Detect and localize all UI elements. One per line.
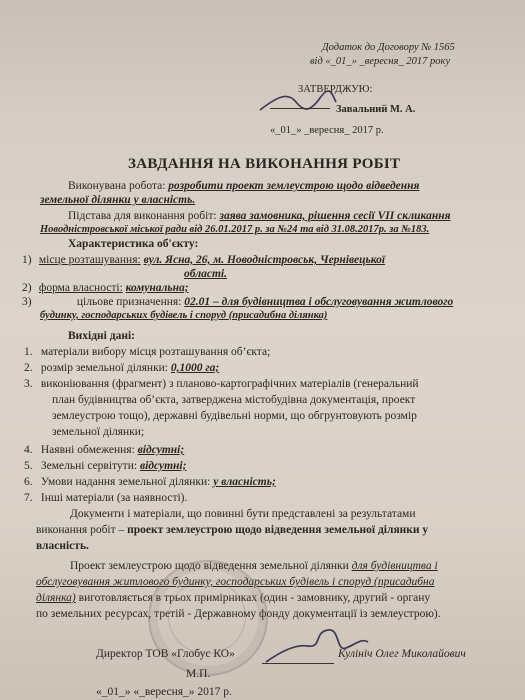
- stamp-mp: М.П.: [186, 668, 211, 680]
- object-item-label: цільове призначення:: [76, 296, 182, 308]
- object-item-value: вул. Ясна, 26, м. Новодністровськ, Чернівецької: [143, 254, 386, 266]
- work-value-2: земельної ділянки у власність.: [40, 194, 196, 206]
- approval-label: ЗАТВЕРДЖУЮ:: [298, 84, 373, 95]
- approval-date: «_01_» _вересня_ 2017 р.: [270, 125, 384, 136]
- object-heading: Характеристика об'єкту:: [68, 238, 199, 250]
- object-item-label: місце розташування:: [38, 254, 141, 266]
- project-line2: обслуговування житлового будинку, господарських будівель і споруд (присадибна: [36, 576, 435, 588]
- work-value: розробити проект землеустрою щодо відведення: [168, 180, 420, 192]
- documents-line2: виконання робіт – проект землеустрою щодо відведення земельної ділянки у: [36, 524, 429, 536]
- input-item-7: 7. Інші матеріали (за наявності).: [24, 492, 188, 504]
- documents-line3: власність.: [36, 540, 89, 552]
- basis-value-2: Новодністровської міської ради від 26.01.2017 р. за №24 та від 31.08.2017р. за №183.: [40, 224, 430, 235]
- object-item-3-value-2: будинку, господарських будівель і споруд (присадибна ділянка): [40, 310, 328, 321]
- project-line4: по земельних ресурсах, третій - Державному фонду документації із землеустрою).: [36, 608, 441, 620]
- page-title: ЗАВДАННЯ НА ВИКОНАННЯ РОБІТ: [128, 156, 401, 172]
- approval-name: Завальний М. А.: [336, 104, 416, 115]
- project-line3: ділянка) виготовляється в трьох примірниках (один - замовнику, другий - органу: [36, 592, 431, 604]
- director-signature-line: [262, 663, 334, 664]
- appendix-line2: від «_01_» _вересня_ 2017 року: [310, 56, 451, 67]
- documents-line1: Документи і матеріали, що повинні бути представлені за результатами: [70, 508, 416, 520]
- director-title: Директор ТОВ «Глобус КО»: [96, 648, 235, 660]
- input-item-5: 5. Земельні сервітути: відсутні;: [24, 460, 187, 472]
- object-item-3: 3) цільове призначення: 02.01 – для будівництва і обслуговування житлового: [22, 296, 454, 308]
- input-heading: Вихідні дані:: [68, 330, 135, 342]
- input-item-3-line-2: план будівництва об’єкта, затверджена містобудівна документація, проект: [52, 394, 416, 406]
- director-date: «_01_» «_вересня_» 2017 р.: [96, 686, 232, 698]
- input-item-3: 3. виконіювання (фрагмент) з планово-картографічних матеріалів (генеральний: [24, 378, 419, 390]
- approval-signature-line: [270, 108, 330, 109]
- object-item-2: 2) форма власності: комунальна;: [22, 282, 189, 294]
- company-stamp-inner: [168, 580, 246, 654]
- object-item-label: форма власності:: [38, 282, 123, 294]
- input-item-3-line-3: землеустрою тощо), державні будівельні норми, що обгрунтовують розмір: [52, 410, 417, 422]
- appendix-line1: Додаток до Договору № 1565: [322, 42, 455, 53]
- object-item-1-value-2: області.: [184, 268, 227, 280]
- approval-signature: [258, 88, 338, 118]
- object-item-value: комунальна;: [125, 282, 189, 294]
- input-item-4: 4. Наявні обмеження: відсутні;: [24, 444, 185, 456]
- object-item-value: 02.01 – для будівництва і обслуговування житлового: [184, 296, 454, 308]
- basis-value: заява замовника, рішення сесії VII скликання: [219, 210, 451, 222]
- input-item-3-line-4: земельної ділянки;: [52, 426, 145, 438]
- project-line1: Проект землеустрою щодо відведення земельної ділянки для будівництва і: [70, 560, 438, 572]
- basis-label: Підстава для виконання робіт:: [68, 210, 217, 222]
- director-name: Кулініч Олег Миколайович: [338, 648, 466, 660]
- input-item-1: 1. матеріали вибору місця розташування об’єкта;: [24, 346, 271, 358]
- input-item-6: 6. Умови надання земельної ділянки: у власність;: [24, 476, 276, 488]
- work-label: Виконувана робота:: [68, 180, 166, 192]
- object-item-1: 1) місце розташування: вул. Ясна, 26, м. Новодністровськ, Чернівецької: [22, 254, 386, 266]
- input-item-2: 2. розмір земельної ділянки: 0,1000 га;: [24, 362, 220, 374]
